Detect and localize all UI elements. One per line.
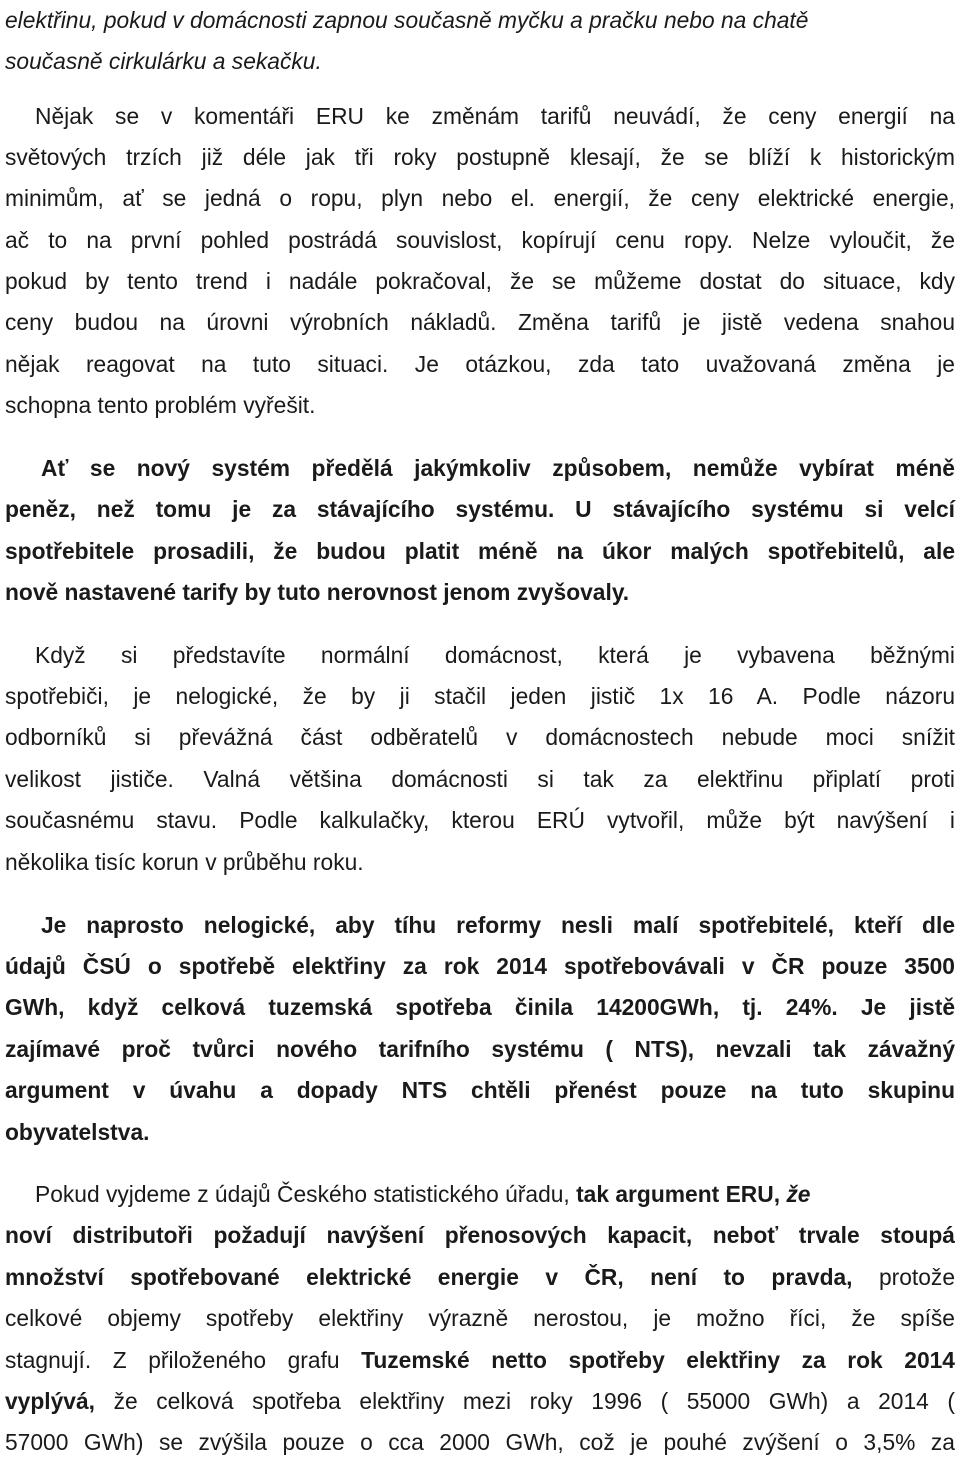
text-line: schopna tento problém vyřešit. bbox=[5, 392, 316, 418]
text-line: nově nastavené tarify by tuto nerovnost jenom zvyšovaly. bbox=[5, 579, 630, 605]
text-line: celkové objemy spotřeby elektřiny výrazně nerostou, je možno říci, že spíše bbox=[5, 1305, 955, 1331]
text-line: spotřebitele prosadili, že budou platit méně na úkor malých spotřebitelů, ale bbox=[5, 538, 955, 564]
text-line: množství spotřebované elektrické energie v ČR, není to pravda, protože bbox=[5, 1264, 956, 1290]
text-line: Pokud vyjdeme z údajů Českého statistického úřadu, tak argument ERU, že bbox=[35, 1181, 811, 1207]
text-line: nějak reagovat na tuto situaci. Je otázkou, zda tato uvažovaná změna je bbox=[5, 351, 955, 377]
text-line: obyvatelstva. bbox=[5, 1119, 150, 1145]
text-line: ceny budou na úrovni výrobních nákladů. Změna tarifů je jistě vedena snahou bbox=[5, 309, 955, 335]
text-line: GWh, když celková tuzemská spotřeba činila 14200GWh, tj. 24%. Je jistě bbox=[5, 994, 955, 1020]
text-line: Nějak se v komentáři ERU ke změnám tarifů neuvádí, že ceny energií na bbox=[35, 103, 955, 129]
text-line: pokud by tento trend i nadále pokračoval, že se můžeme dostat do situace, kdy bbox=[5, 268, 955, 294]
text-line: vyplývá, že celková spotřeba elektřiny mezi roky 1996 ( 55000 GWh) a 2014 ( bbox=[5, 1388, 955, 1414]
document-page bbox=[5, 0, 955, 1456]
text-line: Když si představíte normální domácnost, která je vybavena běžnými bbox=[35, 642, 955, 668]
text-line: odborníků si převážná část odběratelů v domácnostech nebude moci snížit bbox=[5, 724, 955, 750]
text-line: peněz, než tomu je za stávajícího systému. U stávajícího systému si velcí bbox=[5, 496, 955, 522]
text-line: současně cirkulárku a sekačku. bbox=[5, 48, 322, 74]
text-line: současnému stavu. Podle kalkulačky, kterou ERÚ vytvořil, může být navýšení i bbox=[5, 807, 955, 833]
text-line: Ať se nový systém předělá jakýmkoliv způsobem, nemůže vybírat méně bbox=[41, 455, 955, 481]
text-line: spotřebiči, je nelogické, že by ji stačil jeden jistič 1x 16 A. Podle názoru bbox=[5, 683, 955, 709]
text-line: noví distributoři požadují navýšení přenosových kapacit, neboť trvale stoupá bbox=[5, 1222, 955, 1248]
text-line: minimům, ať se jedná o ropu, plyn nebo el. energií, že ceny elektrické energie, bbox=[5, 185, 955, 211]
text-line: světových trzích již déle jak tři roky postupně klesají, že se blíží k historickým bbox=[5, 144, 955, 170]
text-line: argument v úvahu a dopady NTS chtěli přenést pouze na tuto skupinu bbox=[5, 1077, 955, 1103]
text-line: elektřinu, pokud v domácnosti zapnou současně myčku a pračku nebo na chatě bbox=[5, 7, 809, 33]
text-line: velikost jističe. Valná většina domácnosti si tak za elektřinu připlatí proti bbox=[5, 766, 955, 792]
text-line: ač to na první pohled postrádá souvislost, kopírují cenu ropy. Nelze vyloučit, že bbox=[5, 227, 955, 253]
text-line: stagnují. Z přiloženého grafu Tuzemské netto spotřeby elektřiny za rok 2014 bbox=[5, 1347, 955, 1373]
text-line: několika tisíc korun v průběhu roku. bbox=[5, 849, 364, 875]
text-line: údajů ČSÚ o spotřebě elektřiny za rok 2014 spotřebovávali v ČR pouze 3500 bbox=[5, 953, 955, 979]
text-line: zajímavé proč tvůrci nového tarifního systému ( NTS), nevzali tak závažný bbox=[5, 1036, 955, 1062]
text-line: 57000 GWh) se zvýšila pouze o cca 2000 GWh, což je pouhé zvýšení o 3,5% za bbox=[5, 1429, 955, 1455]
text-line: Je naprosto nelogické, aby tíhu reformy nesli malí spotřebitelé, kteří dle bbox=[41, 912, 955, 938]
